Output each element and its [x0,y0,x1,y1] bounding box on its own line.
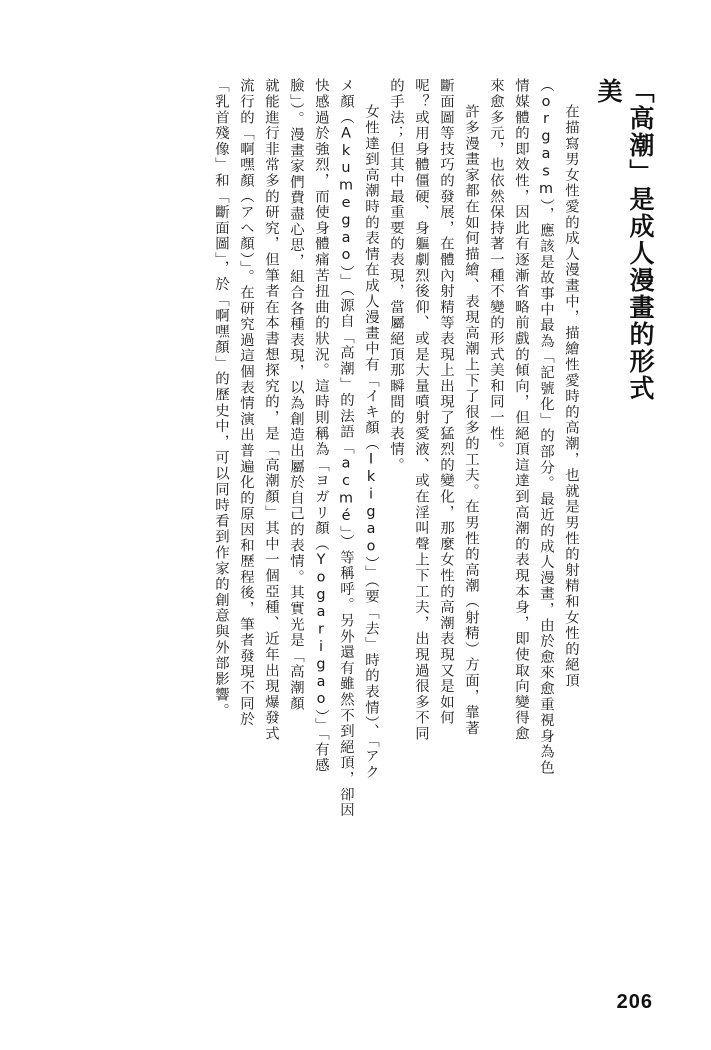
body-column: 斷面圖等技巧的發展，在體內射精等表現上出現了猛烈的變化，那麼女性的高潮表現又是如何 [438,78,454,726]
vertical-text-block [56,78,656,918]
body-column: 流行的「啊嘿顏（アヘ顏）」。在研究過這個表情演出普遍化的原因和歷程後，筆者發現不同於 [238,78,254,728]
body-column: メ顏（Akumegao）」（源自「高潮」的法語「acmé」）等稱呼。另外還有雖然不到絕頂，卻因 [338,78,354,819]
body-column: 臉」）。漫畫家們費盡心思，組合各種表現，以為創造出屬於自己的表情。其實光是「高潮顏 [288,78,304,712]
body-column: 女性達到高潮時的表情在成人漫畫中有「イキ顏（Ikigao）」（要「去」時的表情）、「アク [363,104,379,780]
body-column: 情媒體的即效性，因此有逐漸省略前戲的傾向，但絕頂這達到高潮的表現本身，即使取向變得愈 [513,78,529,742]
body-column: 許多漫畫家都在如何描繪、表現高潮上下了很多的工夫。在男性的高潮（射精）方面，靠著 [463,104,479,736]
body-column: 在描寫男女性愛的成人漫畫中，描繪性愛時的高潮，也就是男性的射精和女性的絕頂 [563,104,579,689]
body-column: （orgasm），應該是故事中最為「記號化」的部分。最近的成人漫畫，由於愈來愈重視身為色 [538,78,554,776]
body-column: 就能進行非常多的研究，但筆者在本書想探究的，是「高潮顏」其中一個亞種、近年出現爆發式 [263,78,279,742]
body-column: 的手法；但其中最重要的表現，當屬絕頂那瞬間的表情。 [388,78,404,473]
body-column: 來愈多元，也依然保持著一種不變的形式美和同一性。 [488,78,504,458]
page-title: 「高潮」是成人漫畫的形式美 [594,78,655,402]
body-column: 「乳首殘像」和「斷面圖」，於「啊嘿顏」的歷史中，可以同時看到作家的創意與外部影響。 [213,78,229,719]
page-number: 206 [616,991,653,1013]
body-column: 呢？或用身體僵硬、身軀劇烈後仰、或是大量噴射愛液、或在淫叫聲上下工夫，出現過很多不同 [413,78,429,742]
body-column: 快感過於強烈，而使身體痛苦扭曲的狀況。這時則稱為「ヨガリ顏（Yogarigao）」「有感 [313,78,329,774]
